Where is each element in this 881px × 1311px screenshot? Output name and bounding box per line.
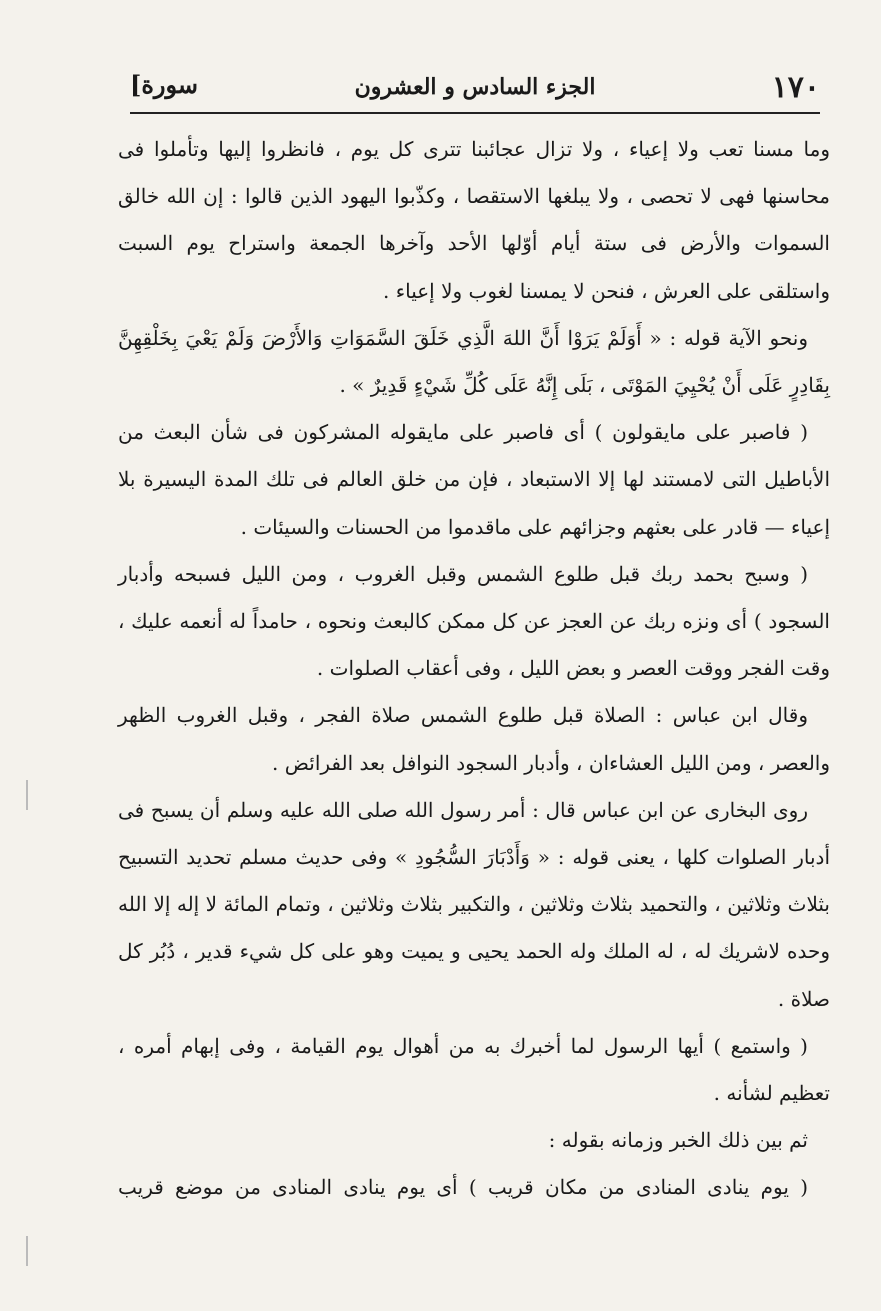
margin-scan-mark xyxy=(0,1236,28,1266)
paragraph-listen: ( واستمع ) أيها الرسول لما أخبرك به من أهوال يوم القيامة ، وفى إبهام أمره ، تعظيم لشأنه . xyxy=(118,1033,830,1106)
paragraph-bukhari: روى البخارى عن ابن عباس قال : أمر رسول الله صلى الله عليه وسلم أن يسبح فى أدبار الصلوات كلها ، يعنى قوله : « وَأَدْبَارَ السُّجُودِ » وفى حديث مسلم تحديد التسبيح بثلاث وثلاثين ، والتحميد بثلاث وثلاثين ، والتكبير بثلاث وثلاثين ، وتمام المائة لا إله إلا الله وحده لاشريك له ، له الملك وله الحمد يحيى و يميت وهو على كل شيء قدير ، دُبُر كل صلاة . xyxy=(118,797,830,1011)
paragraph-continuation: وما مسنا تعب ولا إعياء ، ولا تزال عجائبنا تترى كل يوم ، فانظروا إليها وتأملوا فى محاسنها فهى لا تحصى ، ولا يبلغها الاستقصا ، وكذّبوا اليهود الذين قالوا : إن الله خالق السموات والأرض فى ستة أيام أوّلها الأحد وآخرها الجمعة واستراح يوم السبت واستلقى على العرش ، فنحن لا يمسنا لغوب ولا إعياء . xyxy=(118,137,830,303)
paragraph-patience: ( فاصبر على مايقولون ) أى فاصبر على مايقوله المشركون فى شأن البعث من الأباطيل التى لامستند لها إلا الاستبعاد ، فإن من خلق العالم فى تلك المدة اليسيرة بلا إعياء — قادر على بعثهم وجزائهم على ماقدموا من الحسنات والسيئات . xyxy=(118,420,830,539)
paragraph-ibn-abbas: وقال ابن عباس : الصلاة قبل طلوع الشمس صلاة الفجر ، وقبل الغروب الظهر والعصر ، ومن الليل العشاءان ، وأدبار السجود النوافل بعد الفرائض . xyxy=(118,703,830,775)
margin-scan-mark xyxy=(0,780,28,810)
paragraph-then: ثم بين ذلك الخبر وزمانه بقوله : xyxy=(548,1128,808,1153)
paragraph-verse-quote: ونحو الآية قوله : « أَوَلَمْ يَرَوْا أَنَّ اللهَ الَّذِي خَلَقَ السَّمَوَاتِ وَالأَرْضَ وَلَمْ يَعْيَ بِخَلْقِهِنَّ بِقَادِرٍ عَلَى أَنْ يُحْيِيَ المَوْتَى ، بَلَى إِنَّهُ عَلَى كُلِّ شَيْءٍ قَدِيرٌ » . xyxy=(118,325,830,398)
page-header xyxy=(130,62,820,114)
page-body xyxy=(118,126,830,1286)
paragraph-glorify: ( وسبح بحمد ربك قبل طلوع الشمس وقبل الغروب ، ومن الليل فسبحه وأدبار السجود ) أى ونزه ربك عن العجز عن كل ممكن كالبعث ونحوه ، حامداً له أنعمه عليك ، وقت الفجر ووقت العصر و بعض الليل ، وفى أعقاب الصلوات . xyxy=(118,561,830,681)
surah-running-head: [سورة xyxy=(130,70,199,99)
page-number: ١٧٠ xyxy=(771,70,820,105)
paragraph-day-call: ( يوم ينادى المنادى من مكان قريب ) أى يوم ينادى المنادى من موضع قريب xyxy=(118,1175,808,1200)
part-title: الجزء السادس و العشرون xyxy=(354,74,596,100)
